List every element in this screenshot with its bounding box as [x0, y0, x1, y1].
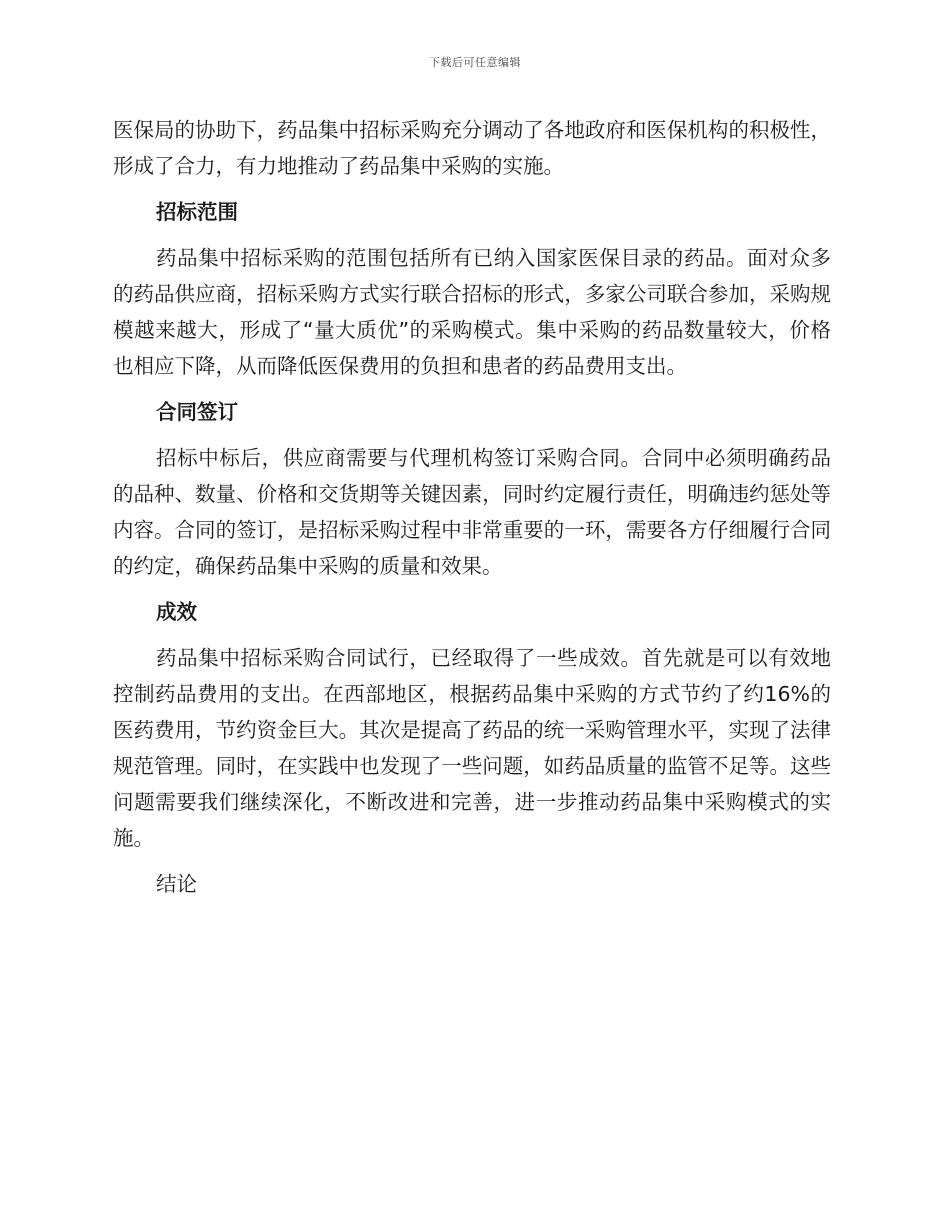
- section-heading-scope: 招标范围: [156, 200, 238, 224]
- document-body: [113, 112, 831, 902]
- section-heading-contract: 合同签订: [156, 400, 238, 424]
- paragraph-contract: 招标中标后，供应商需要与代理机构签订采购合同。合同中必须明确药品的品种、数量、价格和交货期等关键因素，同时约定履行责任，明确违约惩处等内容。合同的签订，是招标采购过程中非常重要的一环，需要各方仔细履行合同的约定，确保药品集中采购的质量和效果。: [113, 446, 831, 578]
- section-heading-results: 成效: [156, 600, 197, 624]
- page-header: 下载后可任意编辑: [429, 56, 521, 69]
- paragraph-results: 药品集中招标采购合同试行，已经取得了一些成效。首先就是可以有效地控制药品费用的支出。在西部地区，根据药品集中采购的方式节约了约16%的医药费用，节约资金巨大。其次是提高了药品的统一采购管理水平，实现了法律规范管理。同时，在实践中也发现了一些问题，如药品质量的监管不足等。这些问题需要我们继续深化，不断改进和完善，进一步推动药品集中采购模式的实施。: [113, 646, 831, 850]
- paragraph-scope: 药品集中招标采购的范围包括所有已纳入国家医保目录的药品。面对众多的药品供应商，招标采购方式实行联合招标的形式，多家公司联合参加，采购规模越来越大，形成了“量大质优”的采购模式。集中采购的药品数量较大，价格也相应下降，从而降低医保费用的负担和患者的药品费用支出。: [113, 246, 831, 378]
- section-heading-conclusion: 结论: [156, 872, 197, 896]
- paragraph-intro: 医保局的协助下，药品集中招标采购充分调动了各地政府和医保机构的积极性，形成了合力，有力地推动了药品集中采购的实施。: [113, 118, 831, 178]
